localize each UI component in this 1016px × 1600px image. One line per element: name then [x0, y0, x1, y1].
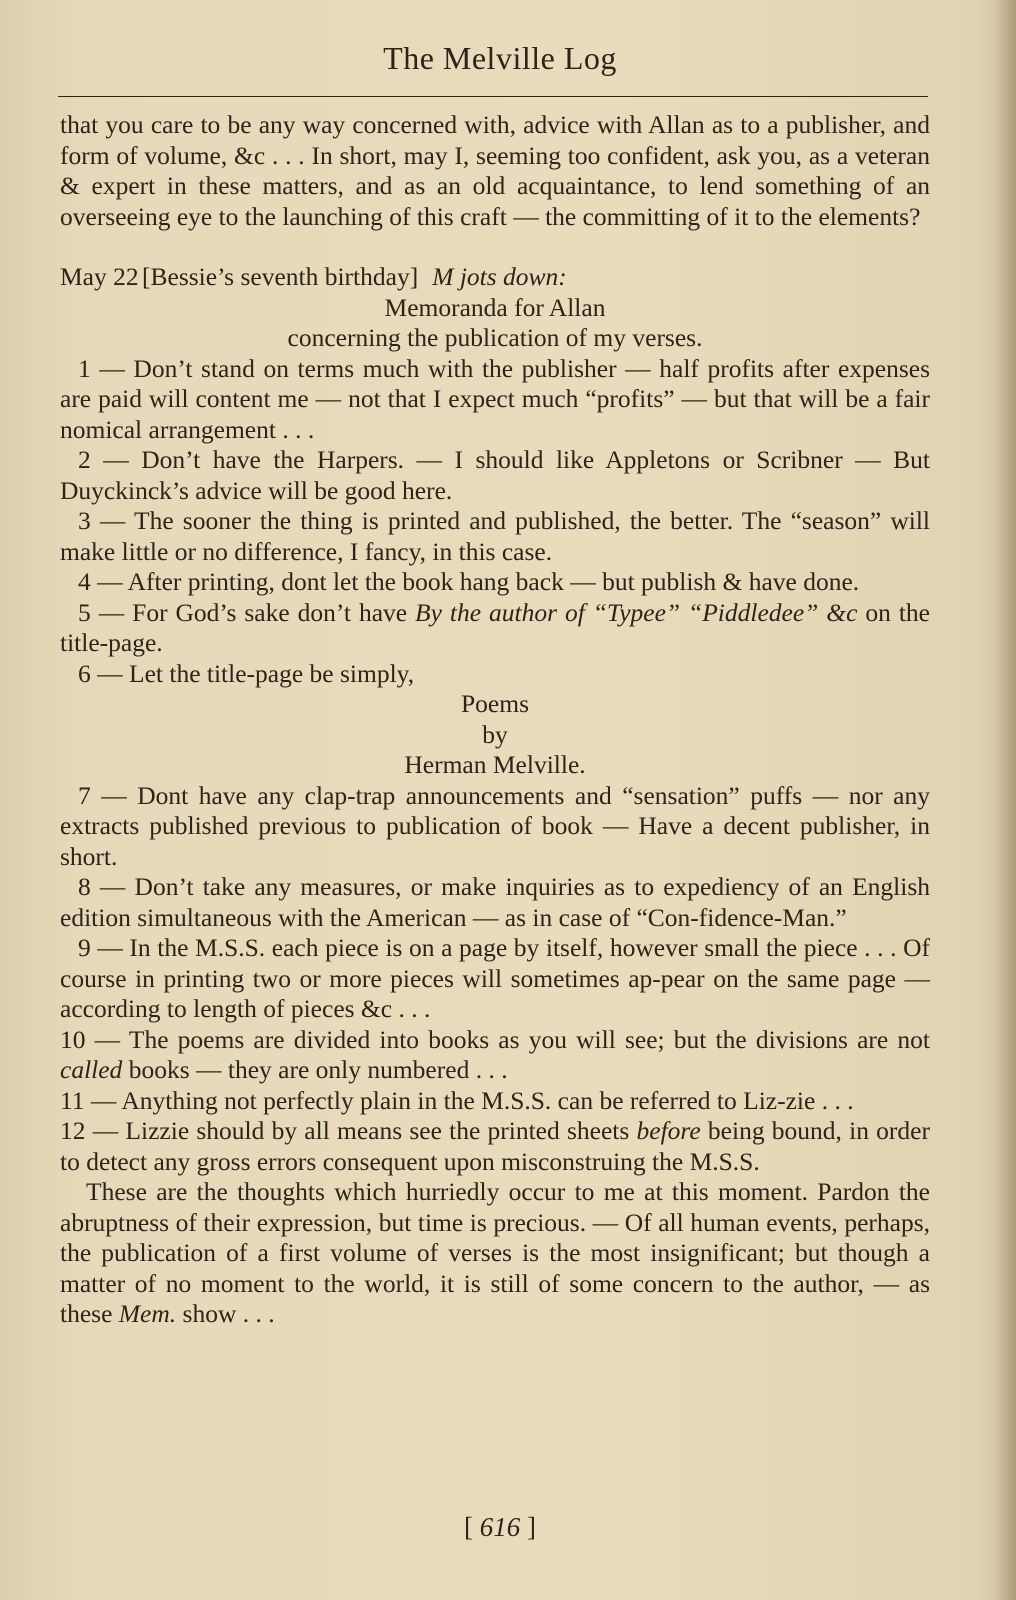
item-10-italic: called — [60, 1055, 123, 1084]
title-page-line: by — [482, 719, 508, 749]
page-edge-shadow — [994, 0, 1016, 1600]
folio-close: ] — [527, 1512, 536, 1542]
item-10-tail: books — they are only numbered . . . — [122, 1055, 508, 1084]
spacer — [60, 232, 930, 262]
item-5-italic: By the author of “Typee” “Piddledee” &c — [415, 597, 858, 627]
header-rule — [58, 96, 928, 97]
entry-bracket-note: [Bessie’s seventh birthday] — [142, 262, 419, 291]
folio-number: 616 — [479, 1512, 521, 1542]
memo-title: Memoranda for Allan — [384, 292, 606, 322]
entry-heading — [60, 262, 930, 293]
memo-subtitle: concerning the publication of my verses. — [287, 323, 703, 352]
closing-tail: show . . . — [176, 1299, 275, 1328]
closing-paragraph — [60, 1177, 930, 1330]
item-12-italic: before — [636, 1116, 701, 1145]
memo-item-1: 1 — Don’t stand on terms much with the publisher — half profits after expenses are paid will content me — not that I expect much “profits” — but that will be a fair nomical arrangement . . . — [60, 353, 930, 444]
item-12-tail: being bound, in order to detect any gross errors consequent upon misconstruing the M.S.S. — [60, 1116, 930, 1176]
memo-item-3: 3 — The sooner the thing is printed and published, the better. The “season” will make little or no difference, I fancy, in this case. — [60, 506, 930, 566]
item-5-lead: 5 — For God’s sake don’t have — [78, 597, 416, 627]
memo-item-6: 6 — Let the title-page be simply, — [78, 658, 415, 688]
opening-paragraph — [60, 110, 930, 232]
memo-item-4: 4 — After printing, dont let the book hang back — but publish & have done. — [78, 567, 860, 596]
opening-line: acquaintance, to lend something of an overseeing eye to the launching of — [60, 171, 931, 231]
memo-item-12 — [60, 1116, 930, 1177]
opening-line: publisher, and form of volume, &c . . . In short, may I, seeming too — [60, 110, 930, 170]
item-10-lead: 10 — The poems are divided into books as you will see; but the divisions are not — [60, 1024, 930, 1054]
closing-lead: These are the thoughts which hurriedly occur to me at this moment. Pardon the abruptness of their expression, but time is precious. — Of all human events, perhaps, the publication of a first volume of verses is the most insignificant; but though a matter of no moment to the world, it is still of some concern to the author, — as these — [60, 1177, 930, 1328]
memo-item-5 — [60, 598, 930, 659]
opening-line: that you care to be any way concerned with, advice with Allan as to a — [60, 110, 779, 139]
entry-date: May 22 — [60, 262, 139, 291]
item-12-lead: 12 — Lizzie should by all means see the printed sheets — [60, 1116, 637, 1145]
closing-italic: Mem. — [118, 1299, 177, 1328]
opening-line: confident, ask you, as a veteran & expert in these matters, and as an old — [60, 140, 930, 200]
running-head: The Melville Log — [383, 40, 617, 76]
title-page-line: Poems — [460, 689, 529, 718]
memo-item-10 — [60, 1025, 930, 1086]
opening-line: this craft — the committing of it to the elements? — [416, 201, 921, 231]
memo-item-11: 11 — Anything not perfectly plain in the M.S.S. can be referred to Liz-zie . . . — [60, 1085, 854, 1115]
page-body — [60, 110, 930, 1330]
memo-item-7: 7 — Dont have any clap-trap announcements and “sensation” puffs — nor any extracts published previous to publication of book — Have a decent publisher, in short. — [60, 780, 930, 871]
page-number — [0, 1512, 1000, 1543]
memo-item-2: 2 — Don’t have the Harpers. — I should like Appletons or Scribner — But Duyckinck’s advice will be good here. — [60, 445, 930, 505]
memo-item-8: 8 — Don’t take any measures, or make inquiries as to expediency of an English edition simultaneous with the American — as in case of “Con-fidence-Man.” — [60, 872, 930, 932]
memo-item-9: 9 — In the M.S.S. each piece is on a page by itself, however small the piece . . . Of course in printing two or more pieces will sometimes ap-pear on the same page — according to length of pieces &c . . . — [60, 933, 930, 1023]
item-5-tail: on the title-page. — [60, 597, 930, 657]
title-page-line: Herman Melville. — [404, 750, 586, 779]
entry-jots: M jots down: — [432, 262, 567, 291]
folio-open: [ — [464, 1512, 473, 1542]
